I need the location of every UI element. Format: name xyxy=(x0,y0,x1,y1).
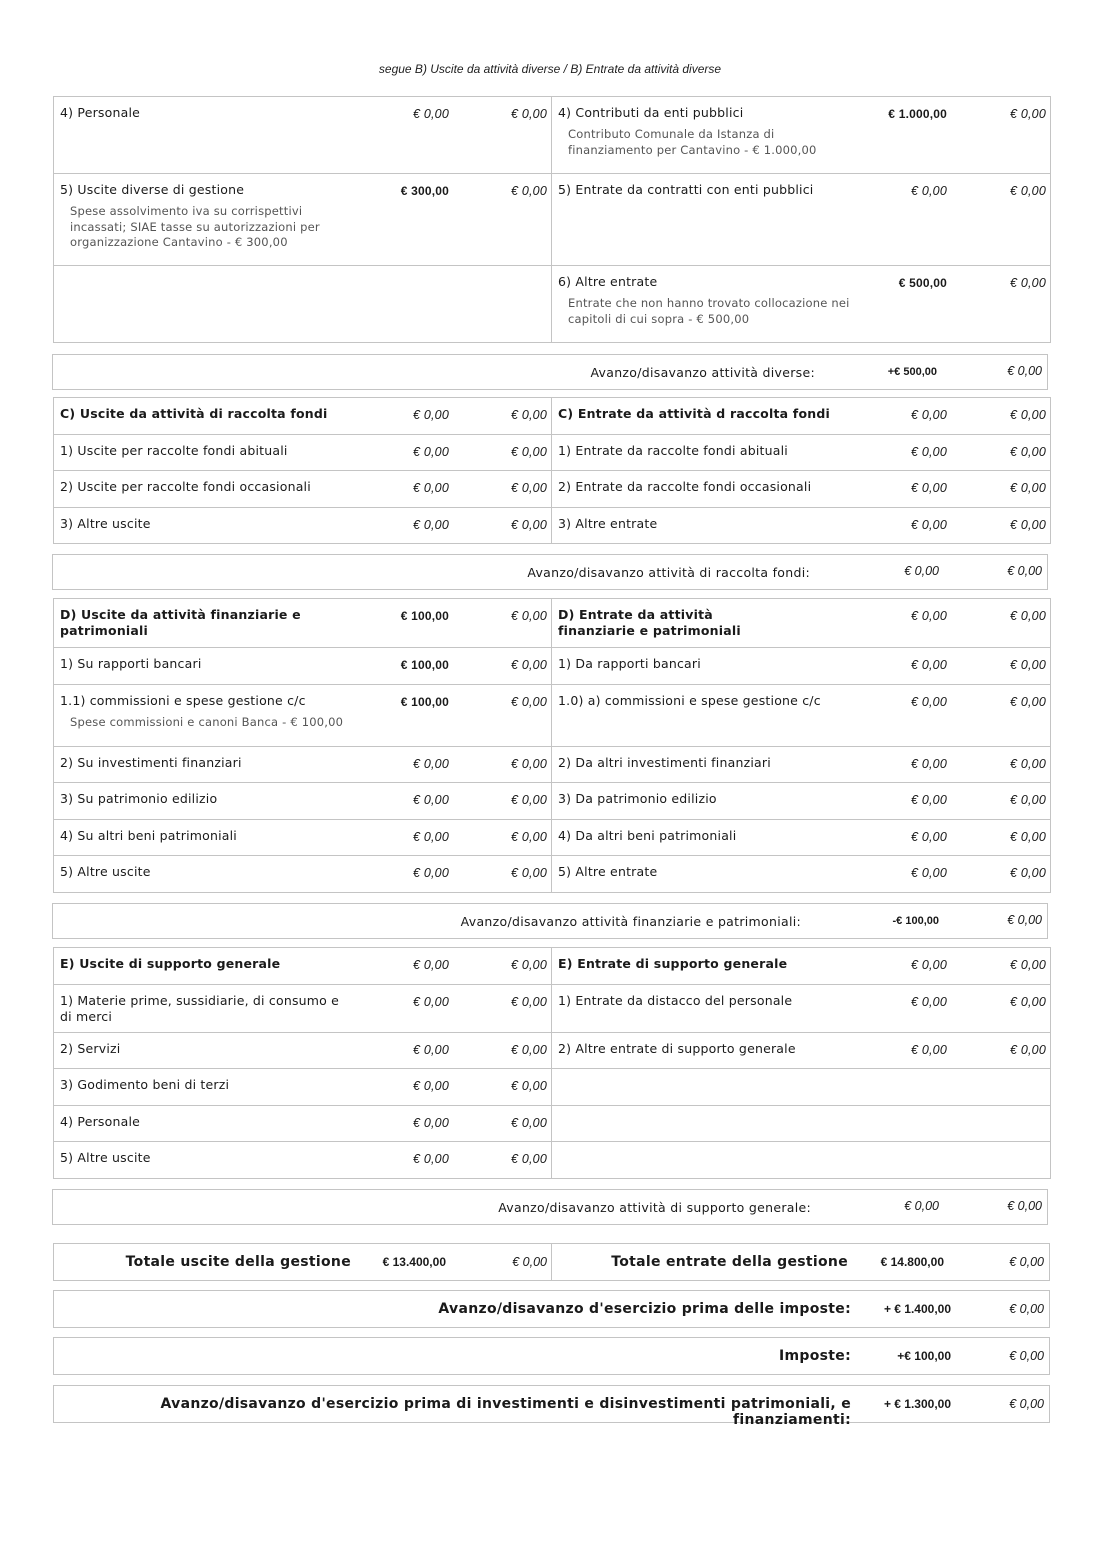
section-title: C) Entrate da attività d raccolta fondi xyxy=(558,406,830,421)
row-label: 1) Da rapporti bancari xyxy=(558,656,701,671)
row-label: 3) Da patrimonio edilizio xyxy=(558,791,717,806)
value-previous: € 0,00 xyxy=(1010,830,1046,844)
cell-entrate-contratti xyxy=(552,174,1051,266)
page-header: segue B) Uscite da attività diverse / B) Entrate da attività diverse xyxy=(378,62,722,76)
totals-gestione xyxy=(53,1243,1050,1281)
row-label: 5) Altre uscite xyxy=(60,1150,151,1165)
value-current: € 0,00 xyxy=(911,658,947,672)
row-label: 2) Da altri investimenti finanziari xyxy=(558,755,771,770)
summary-attivita-diverse xyxy=(52,354,1048,390)
value-previous: € 0,00 xyxy=(511,107,547,121)
summary-label: Avanzo/disavanzo attività diverse: xyxy=(590,365,815,380)
value-current: € 0,00 xyxy=(911,830,947,844)
value-current: € 100,00 xyxy=(400,695,449,709)
avanzo-finale xyxy=(53,1385,1050,1428)
summary-label: Avanzo/disavanzo attività di raccolta fondi: xyxy=(527,565,810,580)
section-title: E) Uscite di supporto generale xyxy=(60,956,281,971)
column-divider xyxy=(551,1244,552,1280)
value-previous: € 0,00 xyxy=(1010,184,1046,198)
imposte-previous: € 0,00 xyxy=(1009,1349,1044,1363)
row-label: 2) Su investimenti finanziari xyxy=(60,755,242,770)
row-label: 4) Personale xyxy=(60,105,141,120)
summary-raccolta-fondi xyxy=(52,554,1048,590)
value-previous: € 0,00 xyxy=(511,757,547,771)
row-label: 1.1) commissioni e spese gestione c/c xyxy=(60,693,306,708)
value-previous: € 0,00 xyxy=(511,609,547,623)
value-previous: € 0,00 xyxy=(511,958,547,972)
row-note: Contributo Comunale da Istanza di finanziamento per Cantavino - € 1.000,00 xyxy=(568,127,817,157)
value-previous: € 0,00 xyxy=(511,445,547,459)
value-previous: € 0,00 xyxy=(1010,408,1046,422)
summary-value-current: € 0,00 xyxy=(904,564,939,578)
avanzo-previous: € 0,00 xyxy=(1009,1302,1044,1316)
row-label: 3) Su patrimonio edilizio xyxy=(60,791,218,806)
imposte-current: +€ 100,00 xyxy=(897,1349,951,1363)
value-previous: € 0,00 xyxy=(511,518,547,532)
cell-uscite-diverse xyxy=(54,174,552,266)
row-label: 1.0) a) commissioni e spese gestione c/c xyxy=(558,693,821,708)
value-current: € 0,00 xyxy=(911,408,947,422)
value-current: € 0,00 xyxy=(911,481,947,495)
avanzo-current: + € 1.400,00 xyxy=(883,1302,951,1316)
avanzo-finale-label: Avanzo/disavanzo d'esercizio prima di investimenti e disinvestimenti patrimoniali, e finanziamenti: xyxy=(160,1396,851,1428)
value-current: € 0,00 xyxy=(911,757,947,771)
section-e-table xyxy=(53,947,1051,1179)
value-previous: € 0,00 xyxy=(1010,1043,1046,1057)
value-previous: € 0,00 xyxy=(511,866,547,880)
summary-value-previous: € 0,00 xyxy=(1007,564,1042,578)
cell-empty xyxy=(552,1106,1051,1142)
cell-empty xyxy=(552,1069,1051,1106)
value-current: € 0,00 xyxy=(413,445,449,459)
section-d-table xyxy=(53,598,1051,893)
cell-uscite-personale xyxy=(54,97,552,174)
value-current: € 0,00 xyxy=(413,1116,449,1130)
cell-empty xyxy=(552,1142,1051,1179)
summary-value-current: +€ 500,00 xyxy=(887,366,937,378)
value-current: € 0,00 xyxy=(911,609,947,623)
value-current: € 0,00 xyxy=(911,995,947,1009)
value-previous: € 0,00 xyxy=(1010,445,1046,459)
section-title: D) Uscite da attività finanziarie e patrimoniali xyxy=(60,607,301,638)
value-previous: € 0,00 xyxy=(1010,866,1046,880)
value-current: € 0,00 xyxy=(413,518,449,532)
row-label: 5) Altre entrate xyxy=(558,864,658,879)
row-label: 5) Altre uscite xyxy=(60,864,151,879)
value-previous: € 0,00 xyxy=(1010,695,1046,709)
value-current: € 0,00 xyxy=(413,830,449,844)
value-previous: € 0,00 xyxy=(511,995,547,1009)
value-previous: € 0,00 xyxy=(511,1152,547,1166)
value-current: € 0,00 xyxy=(911,518,947,532)
value-current: € 0,00 xyxy=(413,481,449,495)
value-current: € 0,00 xyxy=(911,866,947,880)
summary-value-current: -€ 100,00 xyxy=(892,915,939,927)
row-label: 3) Godimento beni di terzi xyxy=(60,1077,230,1092)
row-label: 3) Altre entrate xyxy=(558,516,658,531)
value-current: € 0,00 xyxy=(911,958,947,972)
value-previous: € 0,00 xyxy=(1010,609,1046,623)
section-b-table xyxy=(53,96,1051,343)
row-label: 5) Uscite diverse di gestione xyxy=(60,182,245,197)
row-label: 1) Materie prime, sussidiarie, di consumo e di merci xyxy=(60,993,340,1024)
value-current: € 0,00 xyxy=(413,408,449,422)
total-entrate-current: € 14.800,00 xyxy=(880,1255,944,1269)
row-note: Spese assolvimento iva su corrispettivi incassati; SIAE tasse su autorizzazioni per organizzazione Cantavino - € 300,00 xyxy=(70,204,320,249)
value-current: € 0,00 xyxy=(413,1152,449,1166)
value-current: € 300,00 xyxy=(400,184,449,198)
value-previous: € 0,00 xyxy=(1010,995,1046,1009)
value-current: € 0,00 xyxy=(911,695,947,709)
row-label: 4) Da altri beni patrimoniali xyxy=(558,828,737,843)
section-title: E) Entrate di supporto generale xyxy=(558,956,788,971)
imposte xyxy=(53,1337,1050,1375)
value-previous: € 0,00 xyxy=(1010,107,1046,121)
value-previous: € 0,00 xyxy=(511,1079,547,1093)
value-previous: € 0,00 xyxy=(511,1116,547,1130)
value-current: € 100,00 xyxy=(400,609,449,623)
imposte-label: Imposte: xyxy=(779,1348,851,1364)
value-previous: € 0,00 xyxy=(1010,518,1046,532)
value-previous: € 0,00 xyxy=(511,408,547,422)
row-label: 1) Uscite per raccolte fondi abituali xyxy=(60,443,288,458)
row-label: 2) Entrate da raccolte fondi occasionali xyxy=(558,479,812,494)
value-current: € 0,00 xyxy=(911,1043,947,1057)
value-previous: € 0,00 xyxy=(1010,757,1046,771)
value-current: € 0,00 xyxy=(911,184,947,198)
summary-label: Avanzo/disavanzo attività finanziarie e patrimoniali: xyxy=(460,914,801,929)
value-current: € 0,00 xyxy=(413,107,449,121)
row-label: 5) Entrate da contratti con enti pubblici xyxy=(558,182,814,197)
section-title: D) Entrate da attività finanziarie e patrimoniali xyxy=(558,607,741,638)
summary-value-previous: € 0,00 xyxy=(1007,364,1042,378)
value-current: € 100,00 xyxy=(400,658,449,672)
row-label: 4) Contributi da enti pubblici xyxy=(558,105,744,120)
row-note: Entrate che non hanno trovato collocazione nei capitoli di cui sopra - € 500,00 xyxy=(568,296,850,326)
row-label: 2) Uscite per raccolte fondi occasionali xyxy=(60,479,311,494)
value-current: € 1.000,00 xyxy=(888,107,947,121)
cell-entrate-contributi xyxy=(552,97,1051,174)
value-current: € 0,00 xyxy=(413,793,449,807)
value-previous: € 0,00 xyxy=(1010,276,1046,290)
avanzo-finale-previous: € 0,00 xyxy=(1009,1397,1044,1411)
summary-value-current: € 0,00 xyxy=(904,1199,939,1213)
value-current: € 0,00 xyxy=(413,1079,449,1093)
cell-altre-entrate xyxy=(552,266,1051,343)
row-note: Spese commissioni e canoni Banca - € 100,00 xyxy=(70,715,344,729)
value-current: € 0,00 xyxy=(413,958,449,972)
summary-label: Avanzo/disavanzo attività di supporto generale: xyxy=(498,1200,811,1215)
total-entrate-previous: € 0,00 xyxy=(1009,1255,1044,1269)
row-label: 1) Su rapporti bancari xyxy=(60,656,202,671)
value-current: € 0,00 xyxy=(413,757,449,771)
row-label: 1) Entrate da distacco del personale xyxy=(558,993,793,1008)
summary-supporto-generale xyxy=(52,1189,1048,1225)
cell-empty xyxy=(54,266,552,343)
total-uscite-label: Totale uscite della gestione xyxy=(125,1254,351,1270)
value-previous: € 0,00 xyxy=(511,481,547,495)
value-current: € 0,00 xyxy=(911,793,947,807)
value-previous: € 0,00 xyxy=(511,830,547,844)
value-current: € 0,00 xyxy=(911,445,947,459)
value-current: € 0,00 xyxy=(413,1043,449,1057)
value-previous: € 0,00 xyxy=(1010,793,1046,807)
value-previous: € 0,00 xyxy=(1010,658,1046,672)
value-current: € 0,00 xyxy=(413,866,449,880)
summary-finanziarie-patrimoniali xyxy=(52,903,1048,939)
section-title: C) Uscite da attività di raccolta fondi xyxy=(60,406,328,421)
row-label: 6) Altre entrate xyxy=(558,274,658,289)
value-previous: € 0,00 xyxy=(511,695,547,709)
summary-value-previous: € 0,00 xyxy=(1007,913,1042,927)
avanzo-finale-current: + € 1.300,00 xyxy=(883,1397,951,1411)
section-c-table xyxy=(53,397,1051,544)
row-label: 4) Personale xyxy=(60,1114,141,1129)
value-current: € 500,00 xyxy=(898,276,947,290)
avanzo-label: Avanzo/disavanzo d'esercizio prima delle imposte: xyxy=(438,1301,851,1317)
row-label: 1) Entrate da raccolte fondi abituali xyxy=(558,443,788,458)
row-label: 2) Altre entrate di supporto generale xyxy=(558,1041,796,1056)
avanzo-prima-imposte xyxy=(53,1290,1050,1328)
value-previous: € 0,00 xyxy=(1010,481,1046,495)
value-previous: € 0,00 xyxy=(511,1043,547,1057)
value-previous: € 0,00 xyxy=(1010,958,1046,972)
value-current: € 0,00 xyxy=(413,995,449,1009)
value-previous: € 0,00 xyxy=(511,184,547,198)
value-previous: € 0,00 xyxy=(511,658,547,672)
total-uscite-previous: € 0,00 xyxy=(512,1255,547,1269)
total-uscite-current: € 13.400,00 xyxy=(382,1255,446,1269)
row-label: 4) Su altri beni patrimoniali xyxy=(60,828,237,843)
row-label: 3) Altre uscite xyxy=(60,516,151,531)
summary-value-previous: € 0,00 xyxy=(1007,1199,1042,1213)
row-label: 2) Servizi xyxy=(60,1041,121,1056)
value-previous: € 0,00 xyxy=(511,793,547,807)
total-entrate-label: Totale entrate della gestione xyxy=(611,1254,848,1270)
